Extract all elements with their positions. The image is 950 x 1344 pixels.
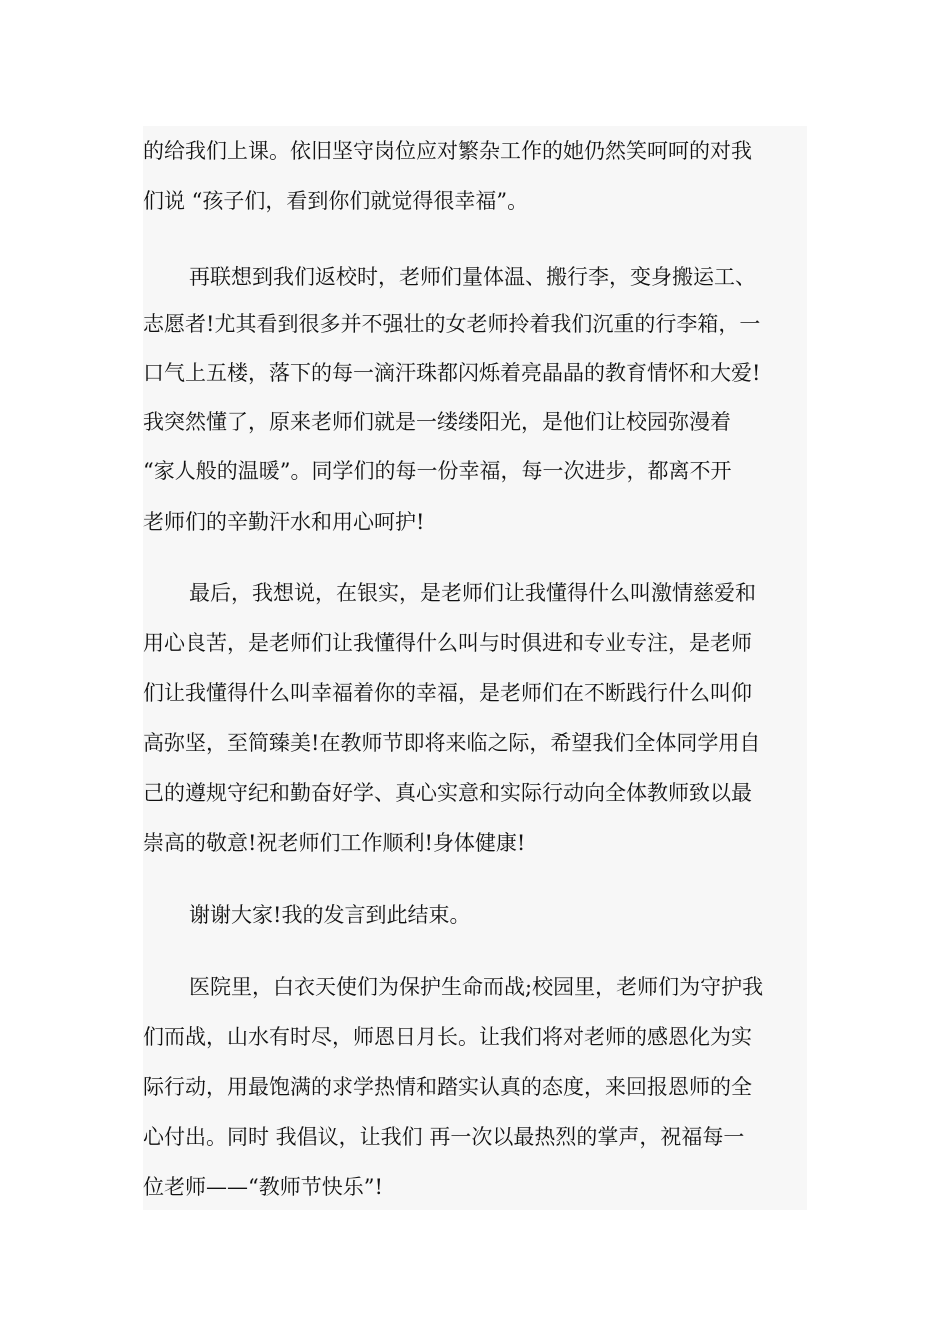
paragraph-line: 们让我懂得什么叫幸福着你的幸福，是老师们在不断践行什么叫仰 xyxy=(143,681,752,705)
paragraph-line: “家人般的温暖”。同学们的每一份幸福，每一次进步，都离不开 xyxy=(143,459,732,483)
paragraph-line: 的给我们上课。依旧坚守岗位应对繁杂工作的她仍然笑呵呵的对我 xyxy=(143,139,752,163)
paragraph-line: 己的遵规守纪和勤奋好学、真心实意和实际行动向全体教师致以最 xyxy=(143,781,752,805)
paragraph-line: 际行动，用最饱满的求学热情和踏实认真的态度，来回报恩师的全 xyxy=(143,1075,752,1099)
paragraph-line: 医院里，白衣天使们为保护生命而战;校园里，老师们为守护我 xyxy=(189,975,764,999)
paragraph-line: 们而战，山水有时尽，师恩日月长。让我们将对老师的感恩化为实 xyxy=(143,1025,752,1049)
paragraph-line: 们说 “孩子们，看到你们就觉得很幸福”。 xyxy=(143,189,529,213)
paragraph-line: 崇高的敬意!祝老师们工作顺利!身体健康! xyxy=(143,831,526,855)
paragraph-line: 志愿者!尤其看到很多并不强壮的女老师拎着我们沉重的行李箱，一 xyxy=(143,312,761,336)
paragraph-line: 用心良苦，是老师们让我懂得什么叫与时俱进和专业专注，是老师 xyxy=(143,631,752,655)
paragraph-line: 最后，我想说，在银实，是老师们让我懂得什么叫激情慈爱和 xyxy=(189,581,756,605)
paragraph-line: 口气上五楼，落下的每一滴汗珠都闪烁着亮晶晶的教育情怀和大爱! xyxy=(143,361,761,385)
paragraph-line: 再联想到我们返校时，老师们量体温、搬行李，变身搬运工、 xyxy=(189,265,756,289)
paragraph-line: 心付出。同时 我倡议，让我们 再一次以最热烈的掌声，祝福每一 xyxy=(143,1125,745,1149)
paragraph-line: 老师们的辛勤汗水和用心呵护! xyxy=(143,510,425,534)
paragraph-line: 谢谢大家!我的发言到此结束。 xyxy=(189,903,471,927)
document-body xyxy=(143,126,807,1210)
paragraph-line: 高弥坚，至简臻美!在教师节即将来临之际，希望我们全体同学用自 xyxy=(143,731,761,755)
paragraph-line: 我突然懂了，原来老师们就是一缕缕阳光，是他们让校园弥漫着 xyxy=(143,410,731,434)
paragraph-line: 位老师——“教师节快乐”! xyxy=(143,1175,383,1199)
